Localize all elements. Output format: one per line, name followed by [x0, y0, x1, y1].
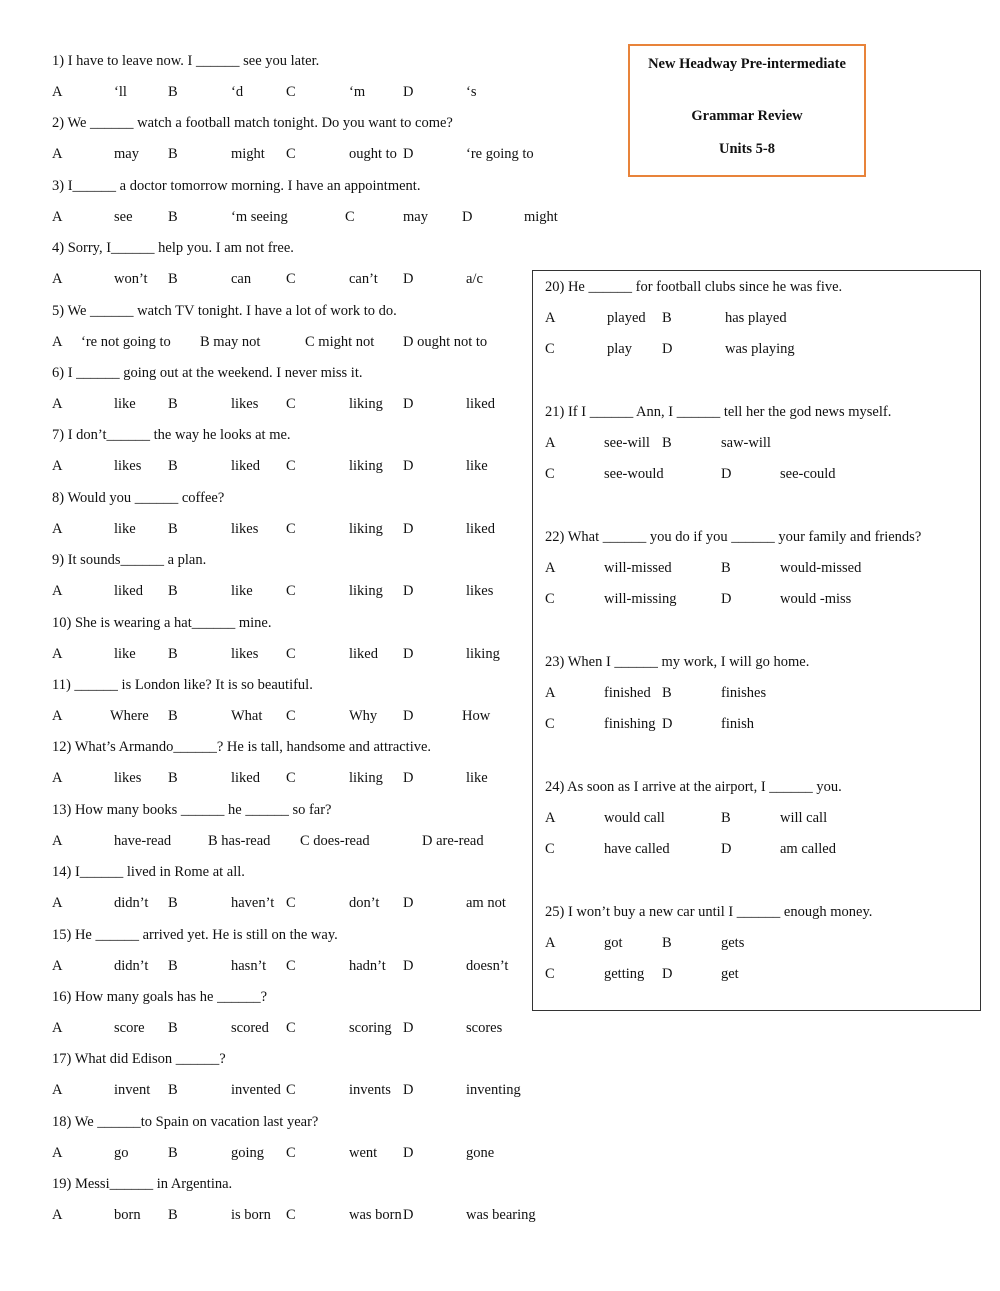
answer-option: like	[466, 770, 488, 786]
answer-option: likes	[114, 770, 142, 786]
answer-option: would call	[604, 810, 665, 826]
answer-option: ‘d	[231, 84, 244, 100]
answer-option: B	[662, 435, 672, 451]
answer-option: C	[286, 396, 296, 412]
answer-option: B	[168, 521, 178, 537]
answer-option: liking	[349, 458, 383, 474]
answer-option: B	[168, 958, 178, 974]
answer-option: A	[52, 583, 63, 599]
answer-option: D	[403, 458, 414, 474]
answer-option: scores	[466, 1020, 503, 1036]
answer-option: D	[403, 271, 414, 287]
answer-option: A	[52, 271, 63, 287]
answer-option: like	[114, 521, 136, 537]
answer-option: liked	[231, 770, 260, 786]
answer-option: B	[168, 708, 178, 724]
answer-option: doesn’t	[466, 958, 509, 974]
answer-option: likes	[231, 646, 259, 662]
answer-option: have called	[604, 841, 670, 857]
answer-option: liking	[349, 770, 383, 786]
answer-option: A	[52, 770, 63, 786]
answer-option: A	[52, 209, 63, 225]
answer-option: B	[662, 310, 672, 326]
answer-option: B	[662, 935, 672, 951]
answer-option: D	[721, 591, 732, 607]
answer-option: play	[607, 341, 632, 357]
question-text: 4) Sorry, I______ help you. I am not free.	[52, 240, 294, 256]
answer-option: B	[168, 1082, 178, 1098]
answer-option: C	[286, 146, 296, 162]
answer-option: finishing	[604, 716, 656, 732]
answer-option: A	[52, 84, 63, 100]
answer-option: born	[114, 1207, 141, 1223]
question-text: 5) We ______ watch TV tonight. I have a lot of work to do.	[52, 303, 397, 319]
question-text: 8) Would you ______ coffee?	[52, 490, 225, 506]
answer-option: A	[52, 334, 63, 350]
answer-option: ‘re going to	[466, 146, 534, 162]
title-box	[628, 44, 866, 177]
answer-option: C	[286, 1082, 296, 1098]
answer-option: finish	[721, 716, 755, 732]
answer-option: A	[52, 1145, 63, 1161]
answer-option: gets	[721, 935, 745, 951]
answer-option: How	[462, 708, 491, 724]
question-text: 2) We ______ watch a football match tonight. Do you want to come?	[52, 115, 453, 131]
answer-option: D	[662, 341, 673, 357]
answer-option: go	[114, 1145, 129, 1161]
answer-option: liking	[349, 521, 383, 537]
answer-option: liked	[466, 521, 495, 537]
answer-option: like	[114, 396, 136, 412]
answer-option: A	[545, 810, 556, 826]
answer-option: A	[52, 521, 63, 537]
answer-option: A	[545, 685, 556, 701]
answer-option: likes	[114, 458, 142, 474]
question-text: 7) I don’t______ the way he looks at me.	[52, 427, 291, 443]
answer-option: C	[286, 895, 296, 911]
answer-option: is born	[231, 1207, 271, 1223]
answer-option: score	[114, 1020, 145, 1036]
answer-option: C	[545, 841, 555, 857]
answer-option: have-read	[114, 833, 172, 849]
answer-option: D	[403, 1207, 414, 1223]
answer-option: am called	[780, 841, 836, 857]
answer-option: was playing	[725, 341, 795, 357]
answer-option: D	[721, 466, 732, 482]
answer-option: D	[662, 966, 673, 982]
answer-option: ‘ll	[114, 84, 127, 100]
answer-option: D	[403, 770, 414, 786]
answer-option: like	[466, 458, 488, 474]
answer-option: C	[345, 209, 355, 225]
title-line-2: Grammar Review	[691, 108, 803, 124]
answer-option: liked	[114, 583, 143, 599]
answer-option: likes	[466, 583, 494, 599]
answer-option: D	[403, 396, 414, 412]
answer-option: has played	[725, 310, 787, 326]
answer-option: C	[545, 716, 555, 732]
answer-option: A	[52, 895, 63, 911]
answer-option: D	[403, 84, 414, 100]
answer-option: D	[462, 209, 473, 225]
answer-option: A	[545, 310, 556, 326]
answer-option: liked	[231, 458, 260, 474]
answer-option: getting	[604, 966, 645, 982]
answer-option: C	[545, 591, 555, 607]
answer-option: got	[604, 935, 623, 951]
answer-option: C	[286, 1020, 296, 1036]
answer-option: D	[403, 646, 414, 662]
question-text: 16) How many goals has he ______?	[52, 989, 268, 1005]
answer-option: A	[52, 708, 63, 724]
answer-option: ‘re not going to	[81, 334, 171, 350]
answer-option: might	[524, 209, 558, 225]
answer-option: A	[545, 935, 556, 951]
question-text: 17) What did Edison ______?	[52, 1051, 226, 1067]
answer-option: saw-will	[721, 435, 771, 451]
answer-option: won’t	[114, 271, 148, 287]
answer-option: will call	[780, 810, 828, 826]
answer-option: D ought not to	[403, 334, 488, 350]
answer-option: inventing	[466, 1082, 521, 1098]
answer-option: A	[52, 958, 63, 974]
answer-option: liked	[466, 396, 495, 412]
answer-option: scoring	[349, 1020, 392, 1036]
question-text: 11) ______ is London like? It is so beautiful.	[52, 677, 313, 693]
answer-option: C	[286, 84, 296, 100]
question-text: 12) What’s Armando______? He is tall, handsome and attractive.	[52, 739, 432, 755]
question-text: 24) As soon as I arrive at the airport, I ______ you.	[545, 779, 842, 795]
answer-option: went	[349, 1145, 378, 1161]
answer-option: see	[114, 209, 133, 225]
answer-option: invents	[349, 1082, 391, 1098]
answer-option: A	[52, 1020, 63, 1036]
answer-option: C	[286, 958, 296, 974]
answer-option: D	[403, 708, 414, 724]
answer-option: C	[286, 646, 296, 662]
answer-option: D	[403, 1145, 414, 1161]
answer-option: C	[286, 271, 296, 287]
answer-option: might	[231, 146, 265, 162]
question-text: 20) He ______ for football clubs since he was five.	[545, 279, 843, 295]
question-text: 15) He ______ arrived yet. He is still on the way.	[52, 927, 338, 943]
answer-option: can	[231, 271, 252, 287]
answer-option: can’t	[349, 271, 378, 287]
answer-option: D	[403, 521, 414, 537]
answer-option: may	[403, 209, 428, 225]
answer-option: B	[721, 560, 731, 576]
answer-option: C might not	[305, 334, 375, 350]
answer-option: B has-read	[208, 833, 271, 849]
answer-option: am not	[466, 895, 506, 911]
question-text: 23) When I ______ my work, I will go home.	[545, 654, 810, 670]
answer-option: B	[168, 583, 178, 599]
answer-option: A	[52, 646, 63, 662]
answer-option: gone	[466, 1145, 495, 1161]
answer-option: ‘s	[466, 84, 477, 100]
answer-option: will-missed	[604, 560, 672, 576]
answer-option: B	[168, 895, 178, 911]
answer-option: C	[286, 770, 296, 786]
answer-option: C	[286, 1207, 296, 1223]
question-text: 1) I have to leave now. I ______ see you later.	[52, 53, 320, 69]
answer-option: B	[168, 1020, 178, 1036]
answer-option: D	[721, 841, 732, 857]
answer-option: liked	[349, 646, 378, 662]
answer-option: see-could	[780, 466, 836, 482]
answer-option: a/c	[466, 271, 483, 287]
answer-option: invented	[231, 1082, 281, 1098]
answer-option: ought to	[349, 146, 397, 162]
answer-option: What	[231, 708, 263, 724]
answer-option: C	[286, 583, 296, 599]
answer-option: D	[403, 1020, 414, 1036]
answer-option: going	[231, 1145, 265, 1161]
answer-option: C	[286, 708, 296, 724]
answer-option: C does-read	[300, 833, 370, 849]
answer-option: see-would	[604, 466, 664, 482]
answer-option: didn’t	[114, 958, 149, 974]
answer-option: liking	[466, 646, 500, 662]
answer-option: B	[168, 1207, 178, 1223]
answer-option: C	[286, 458, 296, 474]
question-text: 19) Messi______ in Argentina.	[52, 1176, 233, 1192]
answer-option: played	[607, 310, 646, 326]
answer-option: D	[403, 583, 414, 599]
answer-option: D	[662, 716, 673, 732]
question-text: 3) I______ a doctor tomorrow morning. I have an appointment.	[52, 178, 421, 194]
title-line-1: New Headway Pre-intermediate	[648, 56, 846, 72]
answer-option: B	[168, 396, 178, 412]
question-text: 21) If I ______ Ann, I ______ tell her the god news myself.	[545, 404, 892, 420]
question-text: 13) How many books ______ he ______ so far?	[52, 802, 332, 818]
answer-option: A	[52, 396, 63, 412]
answer-option: haven’t	[231, 895, 275, 911]
answer-option: didn’t	[114, 895, 149, 911]
answer-option: Where	[110, 708, 149, 724]
answer-option: B	[168, 271, 178, 287]
answer-option: B	[168, 1145, 178, 1161]
question-text: 10) She is wearing a hat______ mine.	[52, 615, 272, 631]
answer-option: B	[168, 646, 178, 662]
answer-option: invent	[114, 1082, 151, 1098]
answer-option: A	[52, 146, 63, 162]
answer-option: B	[168, 146, 178, 162]
answer-option: hadn’t	[349, 958, 386, 974]
answer-option: D are-read	[422, 833, 484, 849]
answer-option: was bearing	[466, 1207, 536, 1223]
answer-option: liking	[349, 583, 383, 599]
answer-option: A	[545, 435, 556, 451]
answer-option: like	[231, 583, 253, 599]
answer-option: D	[403, 895, 414, 911]
answer-option: A	[52, 833, 63, 849]
answer-option: liking	[349, 396, 383, 412]
answer-option: ‘m	[349, 84, 366, 100]
answer-option: C	[286, 521, 296, 537]
answer-option: C	[545, 966, 555, 982]
question-text: 9) It sounds______ a plan.	[52, 552, 207, 568]
answer-option: B	[168, 209, 178, 225]
question-text: 22) What ______ you do if you ______ your family and friends?	[545, 529, 922, 545]
question-text: 18) We ______to Spain on vacation last year?	[52, 1114, 319, 1130]
answer-option: A	[52, 458, 63, 474]
answer-option: don’t	[349, 895, 380, 911]
title-line-3: Units 5-8	[719, 141, 775, 157]
answer-option: D	[403, 958, 414, 974]
answer-option: A	[52, 1207, 63, 1223]
answer-option: Why	[349, 708, 378, 724]
answer-option: C	[545, 341, 555, 357]
answer-option: was born	[349, 1207, 402, 1223]
answer-option: see-will	[604, 435, 650, 451]
question-text: 25) I won’t buy a new car until I ______ enough money.	[545, 904, 873, 920]
answer-option: would-missed	[780, 560, 862, 576]
answer-option: D	[403, 146, 414, 162]
answer-option: B	[662, 685, 672, 701]
answer-option: A	[52, 1082, 63, 1098]
answer-option: scored	[231, 1020, 269, 1036]
answer-option: B	[168, 770, 178, 786]
answer-option: B may not	[200, 334, 261, 350]
answer-option: A	[545, 560, 556, 576]
answer-option: finished	[604, 685, 651, 701]
answer-option: like	[114, 646, 136, 662]
right-question-box	[532, 270, 981, 1011]
answer-option: C	[286, 1145, 296, 1161]
answer-option: may	[114, 146, 139, 162]
answer-option: finishes	[721, 685, 767, 701]
answer-option: likes	[231, 521, 259, 537]
answer-option: ‘m seeing	[231, 209, 288, 225]
answer-option: D	[403, 1082, 414, 1098]
answer-option: B	[168, 458, 178, 474]
answer-option: C	[545, 466, 555, 482]
answer-option: would -miss	[780, 591, 852, 607]
answer-option: will-missing	[604, 591, 677, 607]
answer-option: B	[168, 84, 178, 100]
answer-option: get	[721, 966, 739, 982]
answer-option: likes	[231, 396, 259, 412]
answer-option: hasn’t	[231, 958, 267, 974]
question-text: 14) I______ lived in Rome at all.	[52, 864, 245, 880]
question-text: 6) I ______ going out at the weekend. I never miss it.	[52, 365, 363, 381]
answer-option: B	[721, 810, 731, 826]
